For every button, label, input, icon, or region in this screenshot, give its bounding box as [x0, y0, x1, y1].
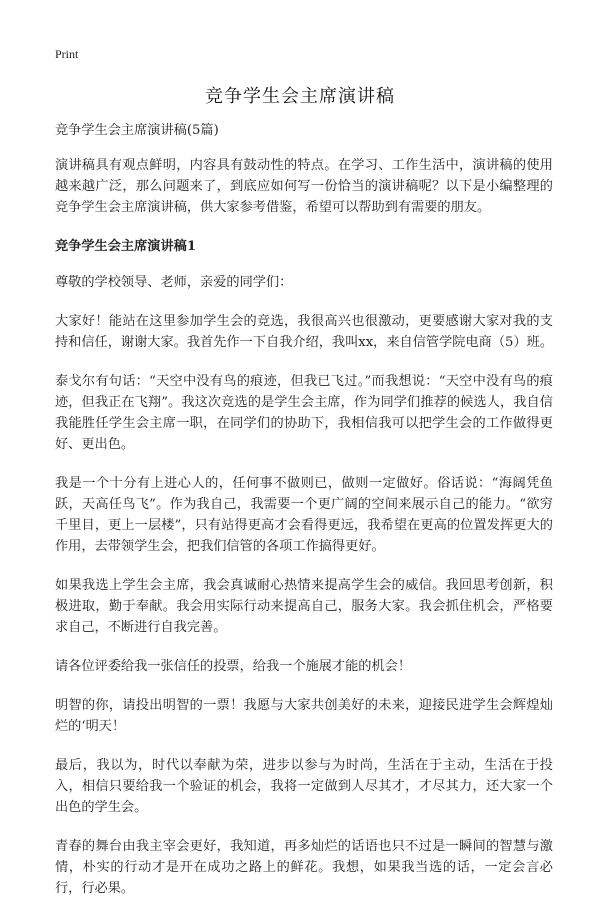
- intro-paragraph: 演讲稿具有观点鲜明，内容具有鼓动性的特点。在学习、工作生活中，演讲稿的使用越来越广泛，那么问题来了，到底应如何写一份恰当的演讲稿呢？以下是小编整理的竞争学生会主席演讲稿，供大家参考借鉴，希望可以帮助到有需要的朋友。: [55, 158, 553, 215]
- salutation-paragraph: 尊敬的学校领导、老师，亲爱的同学们：: [55, 275, 293, 290]
- body-paragraph: 我是一个十分有上进心人的，任何事不做则已，做则一定做好。俗话说：“海阔凭鱼跃，天高任鸟飞”。作为我自己，我需要一个更广阔的空间来展示自己的能力。“欲穷千里目，更上一层楼”，只有站得更高才会看得更远，我希望在更高的位置发挥更大的作用，去带领学生会，把我们信管的各项工作搞得更好。: [55, 476, 553, 554]
- body-paragraph: 青春的舞台由我主宰会更好，我知道，再多灿烂的话语也只不过是一瞬间的智慧与激情，朴实的行动才是开在成功之路上的鲜花。我想，如果我当选的话，一定会言必行，行必果。: [55, 839, 553, 896]
- section-heading: 竞争学生会主席演讲稿1: [55, 239, 197, 254]
- body-paragraph: 大家好！能站在这里参加学生会的竞选，我很高兴也很激动，更要感谢大家对我的支持和信任，谢谢大家。我首先作一下自我介绍，我叫xx，来自信管学院电商（5）班。: [55, 314, 554, 350]
- document-subtitle: 竞争学生会主席演讲稿(5篇): [55, 123, 219, 138]
- body-paragraph: 明智的你，请投出明智的一票！我愿与大家共创美好的未来，迎接民进学生会辉煌灿烂的‘明天！: [55, 698, 553, 734]
- document-body: [55, 120, 553, 917]
- body-paragraph: 请各位评委给我一张信任的投票，给我一个施展才能的机会！: [55, 659, 412, 674]
- body-paragraph: 泰戈尔有句话：“天空中没有鸟的痕迹，但我已飞过。”而我想说：“天空中没有鸟的痕迹，但我正在飞翔”。我这次竞选的是学生会主席，作为同学们推荐的候选人，我自信我能胜任学生会主席一职，在同学们的协助下，我相信我可以把学生会的工作做得更好、更出色。: [55, 374, 553, 452]
- body-paragraph: 如果我选上学生会主席，我会真诚耐心热情来提高学生会的威信。我回思考创新，积极进取，勤于奉献。我会用实际行动来提高自己，服务大家。我会抓住机会，严格要求自己，不断进行自我完善。: [55, 578, 553, 635]
- body-paragraph: 最后，我以为，时代以奉献为荣，进步以参与为时尚，生活在于主动，生活在于投入，相信只要给我一个验证的机会，我将一定做到人尽其才，才尽其力，还大家一个出色的学生会。: [55, 758, 553, 815]
- page-title: 竞争学生会主席演讲稿: [205, 86, 395, 107]
- print-link[interactable]: Print: [55, 47, 79, 61]
